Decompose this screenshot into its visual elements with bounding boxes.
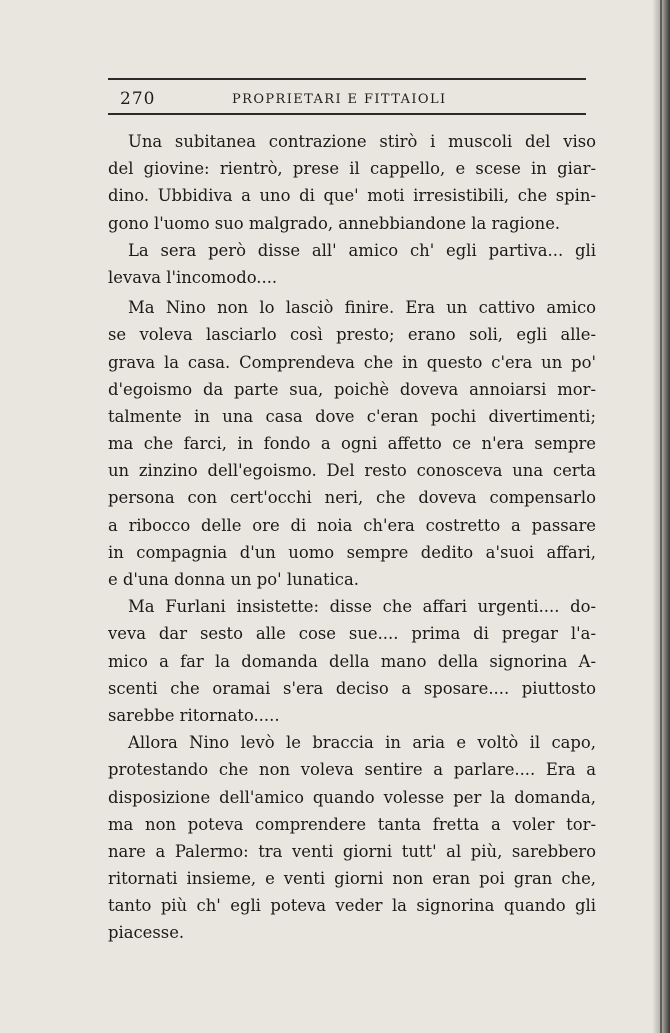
- text-line: dino. Ubbidiva a uno di que' moti irresistibili, che spin-: [108, 186, 596, 206]
- text-line: tanto più ch' egli poteva veder la signorina quando gli: [108, 896, 596, 916]
- header-rule-bottom: [108, 113, 586, 115]
- body-text: [108, 128, 596, 947]
- text-line: ma non poteva comprendere tanta fretta a voler tor-: [108, 814, 596, 834]
- page-number: 270: [120, 89, 156, 109]
- header-rule-top: [108, 78, 586, 80]
- running-head: PROPRIETARI E FITTAIOLI: [232, 92, 447, 107]
- text-line: mico a far la domanda della mano della signorina A-: [108, 651, 596, 671]
- text-line: sarebbe ritornato.....: [108, 705, 280, 725]
- text-line: in compagnia d'un uomo sempre dedito a'suoi affari,: [108, 542, 596, 562]
- text-line: Ma Nino non lo lasciò finire. Era un cattivo amico: [128, 298, 596, 318]
- page-header: [108, 78, 586, 116]
- text-line: Una subitanea contrazione stirò i muscoli del viso: [128, 132, 596, 151]
- text-line: un zinzino dell'egoismo. Del resto conosceva una certa: [108, 461, 596, 481]
- text-line: nare a Palermo: tra venti giorni tutt' al più, sarebbero: [108, 841, 596, 861]
- text-line: se voleva lasciarlo così presto; erano soli, egli alle-: [108, 325, 596, 345]
- text-line: ritornati insieme, e venti giorni non eran poi gran che,: [108, 869, 596, 889]
- text-line: protestando che non voleva sentire a parlare.... Era a: [108, 760, 596, 780]
- page-edge-line: [660, 0, 662, 1033]
- text-line: levava l'incomodo....: [108, 267, 278, 287]
- text-line: d'egoismo da parte sua, poichè doveva annoiarsi mor-: [108, 379, 596, 399]
- text-line: Allora Nino levò le braccia in aria e voltò il capo,: [128, 733, 596, 753]
- text-line: piacesse.: [108, 923, 185, 943]
- text-line: disposizione dell'amico quando volesse per la domanda,: [108, 787, 596, 807]
- text-line: scenti che oramai s'era deciso a sposare.... piuttosto: [108, 678, 596, 698]
- text-line: veva dar sesto alle cose sue.... prima di pregar l'a-: [108, 624, 596, 644]
- text-line: Ma Furlani insistette: disse che affari urgenti.... do-: [128, 597, 596, 617]
- text-line: e d'una donna un po' lunatica.: [108, 570, 359, 589]
- text-line: gono l'uomo suo malgrado, annebbiandone la ragione.: [108, 213, 561, 233]
- text-line: talmente in una casa dove c'eran pochi divertimenti;: [108, 406, 596, 426]
- text-line: La sera però disse all' amico ch' egli partiva... gli: [128, 240, 596, 260]
- text-line: a ribocco delle ore di noia ch'era costretto a passare: [108, 515, 596, 535]
- text-line: del giovine: rientrò, prese il cappello, e scese in giar-: [108, 159, 596, 179]
- text-line: ma che farci, in fondo a ogni affetto ce n'era sempre: [108, 434, 596, 454]
- text-line: persona con cert'occhi neri, che doveva compensarlo: [108, 488, 596, 508]
- text-line: grava la casa. Comprendeva che in questo c'era un po': [108, 352, 596, 372]
